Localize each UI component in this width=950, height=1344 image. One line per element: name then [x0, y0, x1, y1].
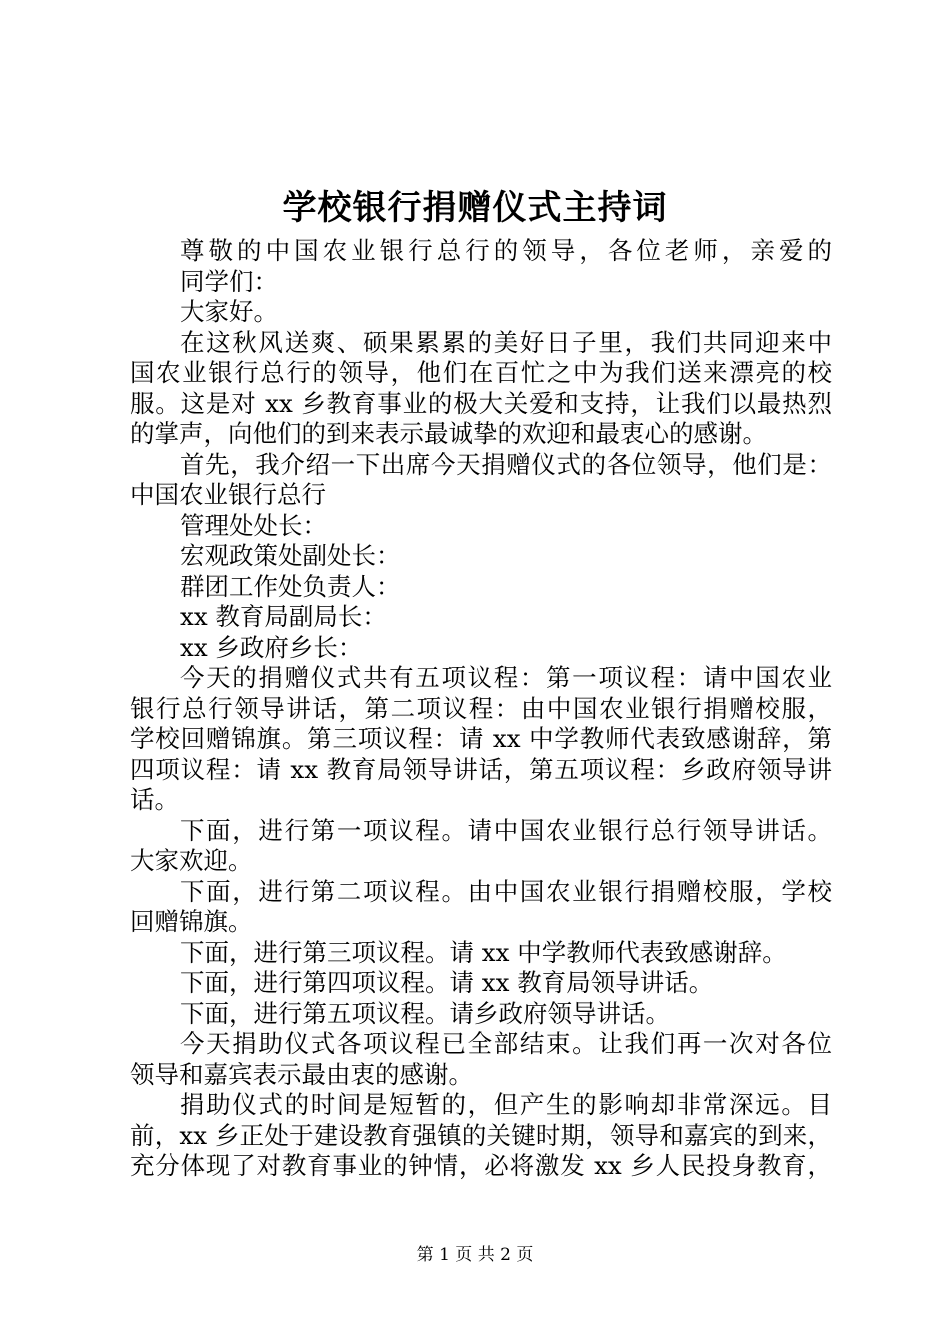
text-line: 领导和嘉宾表示最由衷的感谢。: [130, 1059, 473, 1089]
text-line: 捐助仪式的时间是短暂的，但产生的影响却非常深远。目: [180, 1090, 832, 1119]
page-number: 第 1 页 共 2 页: [416, 1245, 534, 1265]
text-line: 今天的捐赠仪式共有五项议程：第一项议程：请中国农业: [180, 663, 832, 692]
text-line: 下面，进行第五项议程。请乡政府领导讲话。: [180, 998, 670, 1028]
text-line: 下面，进行第一项议程。请中国农业银行总行领导讲话。: [180, 815, 832, 845]
text-line: 首先，我介绍一下出席今天捐赠仪式的各位领导，他们是：: [180, 449, 832, 479]
text-line: 下面，进行第三项议程。请 xx 中学教师代表致感谢辞。: [180, 937, 787, 967]
text-line: 大家好。: [180, 297, 278, 326]
text-line: xx 乡政府乡长：: [180, 632, 363, 662]
text-line: 充分体现了对教育事业的钟情，必将激发 xx 乡人民投身教育，: [130, 1151, 832, 1180]
text-line: 前，xx 乡正处于建设教育强镇的关键时期，领导和嘉宾的到来，: [130, 1120, 832, 1150]
document-title: 学校银行捐赠仪式主持词: [282, 188, 668, 228]
text-line: 群团工作处负责人：: [180, 571, 401, 601]
text-line: 学校回赠锦旗。第三项议程：请 xx 中学教师代表致感谢辞，第: [130, 724, 832, 753]
text-line: 下面，进行第四项议程。请 xx 教育局领导讲话。: [180, 968, 714, 997]
document-body: [130, 236, 832, 1182]
text-line: 回赠锦旗。: [130, 907, 253, 936]
text-line: 下面，进行第二项议程。由中国农业银行捐赠校服，学校: [180, 876, 832, 906]
text-line: 今天捐助仪式各项议程已全部结束。让我们再一次对各位: [180, 1029, 832, 1058]
text-line: 同学们：: [180, 266, 278, 296]
text-line: 国农业银行总行的领导，他们在百忙之中为我们送来漂亮的校: [130, 358, 832, 387]
text-line: 话。: [130, 785, 179, 814]
text-line: 银行总行领导讲话，第二项议程：由中国农业银行捐赠校服，: [130, 693, 832, 723]
text-line: 尊敬的中国农业银行总行的领导，各位老师，亲爱的: [180, 236, 832, 265]
text-line: xx 教育局副局长：: [180, 602, 387, 631]
text-line: 的掌声，向他们的到来表示最诚挚的欢迎和最衷心的感谢。: [130, 419, 767, 448]
text-line: 宏观政策处副处长：: [180, 541, 401, 570]
text-line: 服。这是对 xx 乡教育事业的极大关爱和支持，让我们以最热烈: [130, 388, 832, 418]
text-line: 在这秋风送爽、硕果累累的美好日子里，我们共同迎来中: [180, 327, 832, 357]
text-line: 中国农业银行总行: [130, 480, 326, 509]
text-line: 大家欢迎。: [130, 846, 253, 875]
text-line: 管理处处长：: [180, 510, 327, 540]
text-line: 四项议程：请 xx 教育局领导讲话，第五项议程：乡政府领导讲: [130, 754, 832, 784]
